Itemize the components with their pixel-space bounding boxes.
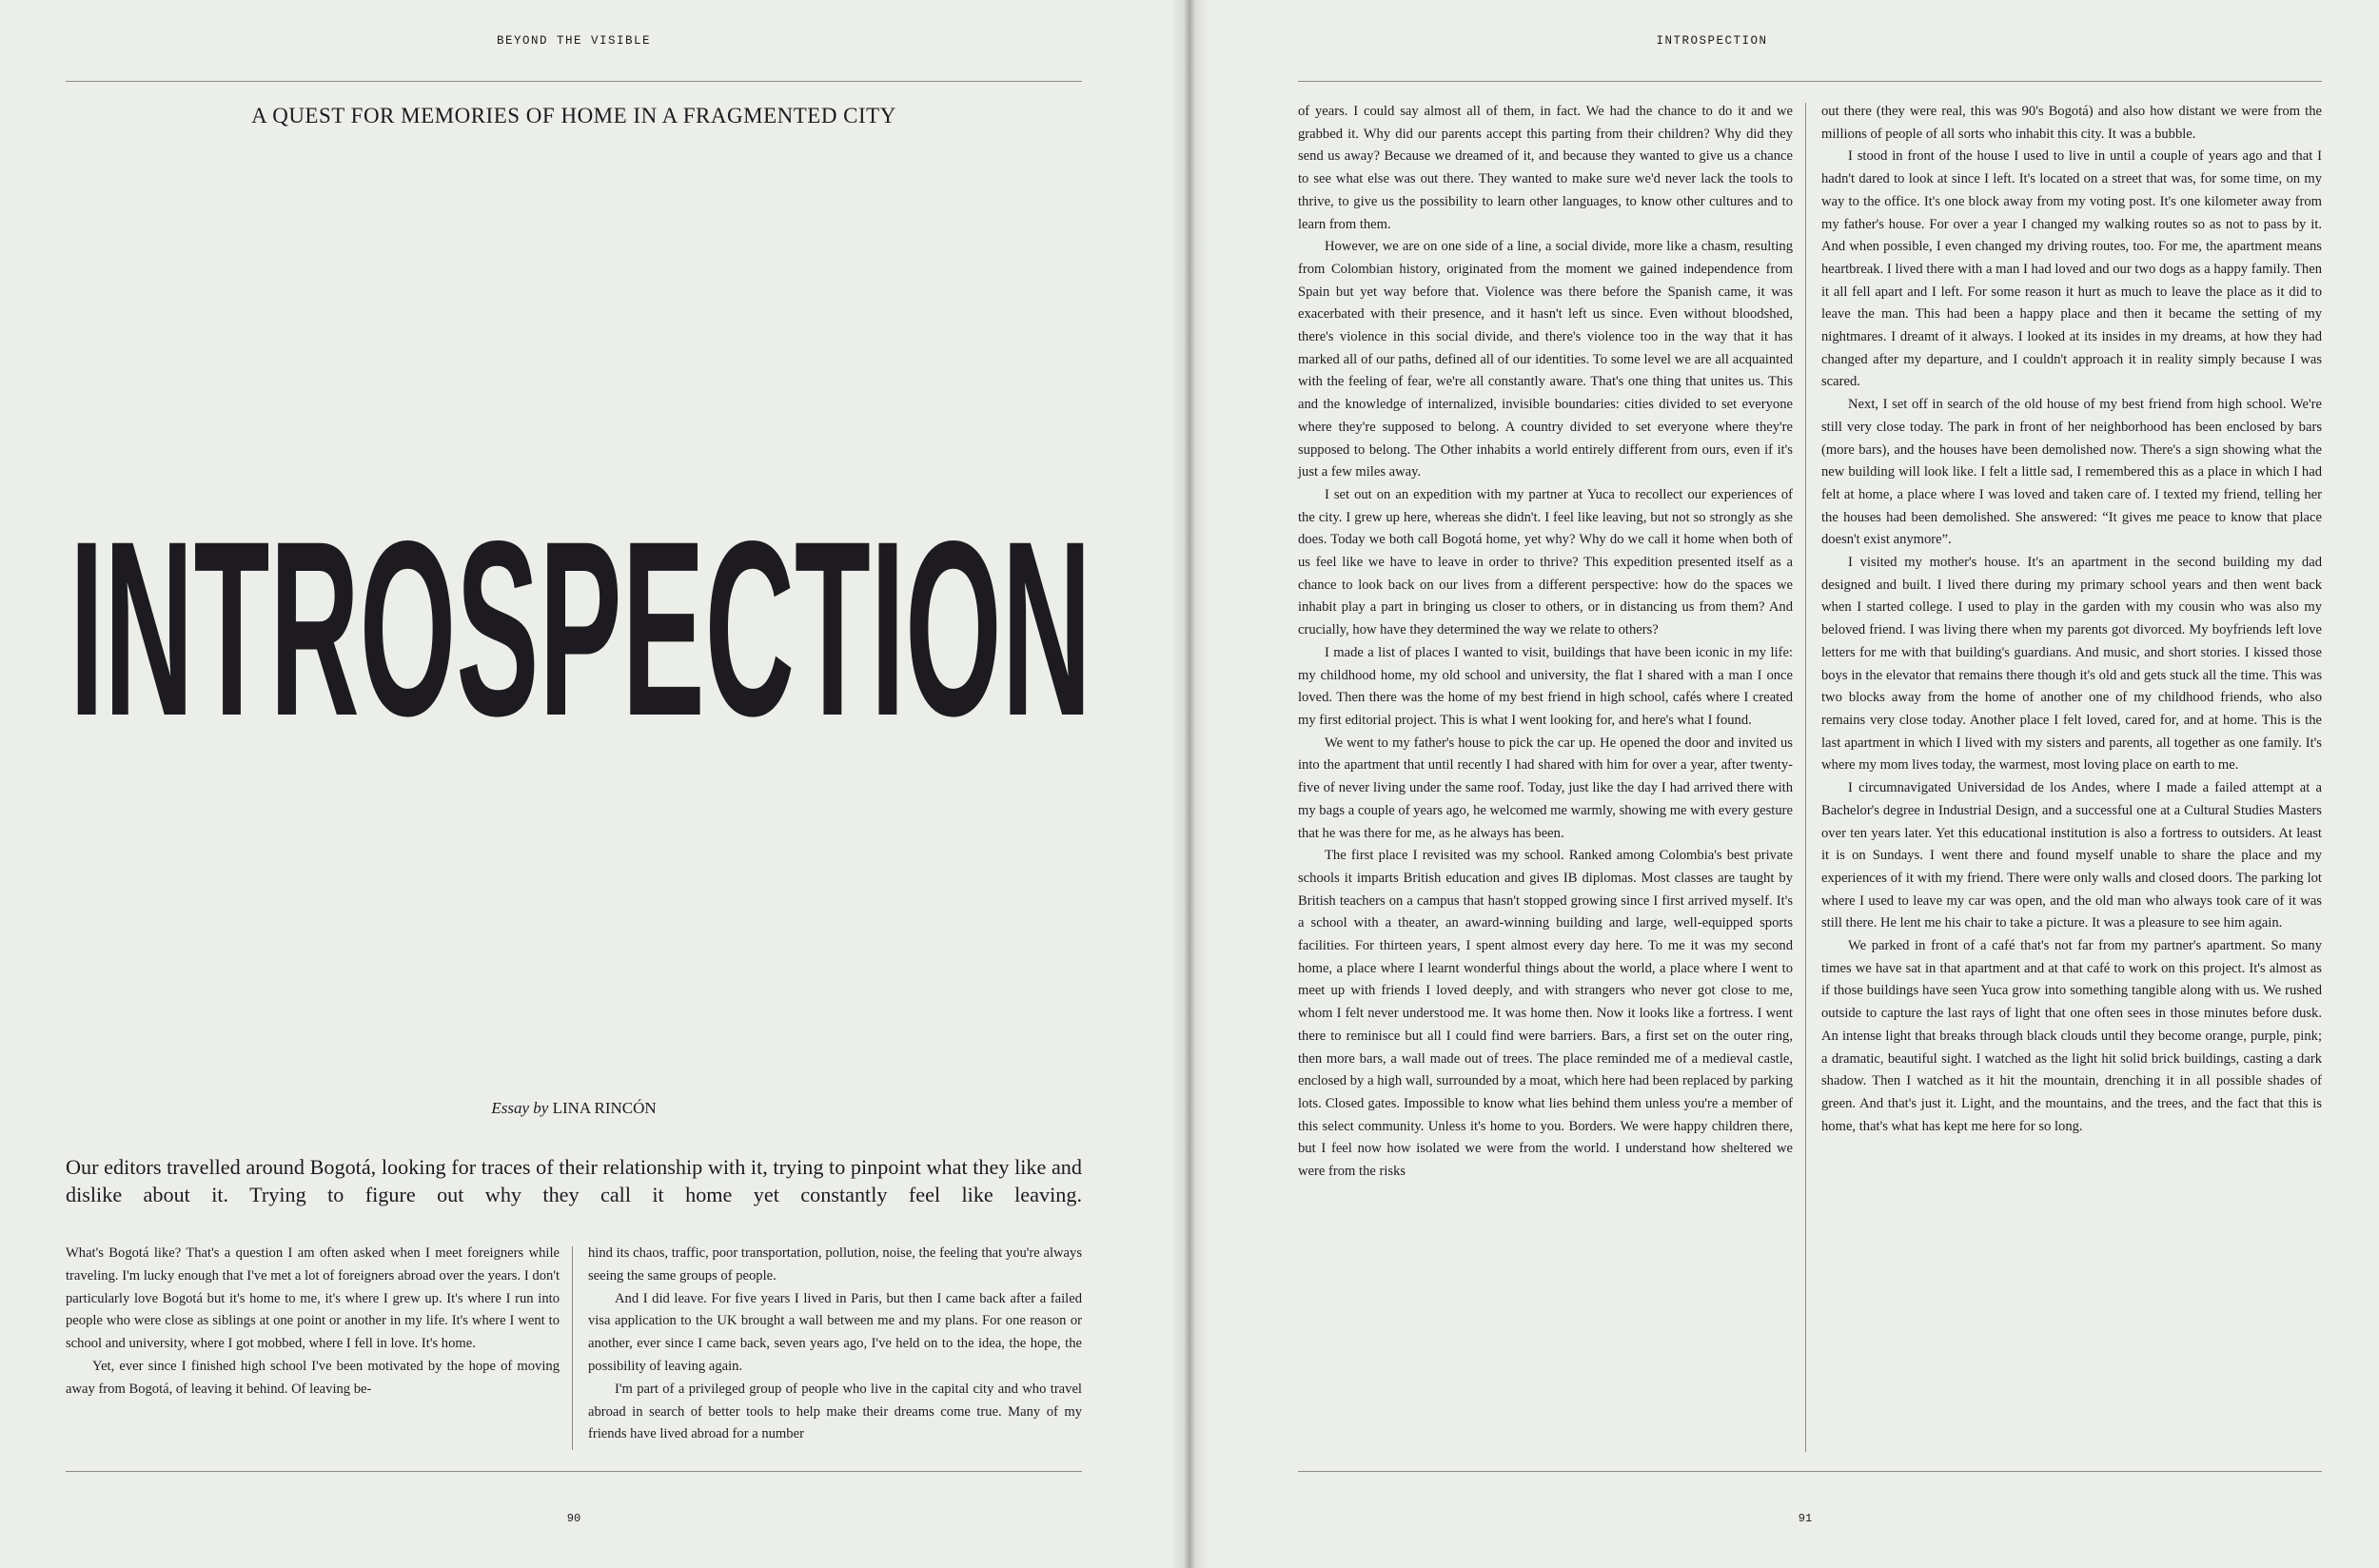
- body-paragraph: We parked in front of a café that's not far from my partner's apartment. So many times we have sat in that apartment and at that café to work on this project. It's almost as if those buildings have seen Yuca grow into something tangible along with us. We rushed outside to capture the last rays of light that one often sees in those minutes before dusk. An intense light that breaks through black clouds until they become orange, purple, pink; a dramatic, beautiful sight. I watched as the light hit solid brick buildings, casting a dark shadow. Then I watched as it hit the mountain, drenching it in all possible shades of green. And that's just it. Light, and the mountains, and the trees, and the fact that this is home, that's what has kept me here for so long.: [1821, 938, 2322, 1134]
- column-divider-left: [572, 1246, 573, 1450]
- bottom-rule-right: [1298, 1471, 2322, 1472]
- running-head-left: BEYOND THE VISIBLE: [496, 34, 652, 48]
- body-paragraph: However, we are on one side of a line, a social divide, more like a chasm, resulting from Colombian history, originated from the moment we gained independence from Spain but yet way before that. Violence was there before the Spanish came, it was exacerbated with their presence, and it hasn't left us since. Even without bloodshed, there's violence in this social divide, and there's violence too in the way that it has marked all of our paths, defined all of our identities. To some level we are all acquainted with the feeling of fear, we're all constantly aware. That's one thing that unites us. This and the knowledge of internalized, invisible boundaries: cities divided to set everyone where they're supposed to belong. A country divided to set everyone where they're supposed to belong. The Other inhabits a world entirely different from ours, even if it's just a few miles away.: [1298, 239, 1793, 480]
- body-paragraph: I circumnavigated Universidad de los Andes, where I made a failed attempt at a Bachelor's degree in Industrial Design, and a successful one at a Cultural Studies Masters over ten years later. Yet this educational institution is also a fortress to outsiders. At least it is on Sundays. I went there and found myself unable to share the place and my experiences of it with my friend. There were only walls and closed doors. The parking lot where I used to leave my car was open, and the old man who always took care of it was still there. He lent me his chair to take a picture. It was a pleasure to see him again.: [1821, 780, 2322, 931]
- body-paragraph: I'm part of a privileged group of people who live in the capital city and who travel abroad in search of better tools to help make their dreams come true. Many of my friends have lived abroad for a number: [588, 1381, 1082, 1442]
- body-paragraph: Next, I set off in search of the old house of my best friend from high school. We're still very close today. The park in front of her neighborhood has been enclosed by bars (more bars), and the houses have been demolished now. There's a sign showing what the new building will look like. I felt a little sad, I remembered this as a place in which I had felt at home, a place where I was loved and taken care of. I texted my friend, telling her the houses had been demolished. She answered: “It gives me peace to know that place doesn't exist anymore”.: [1821, 397, 2322, 548]
- body-paragraph: We went to my father's house to pick the car up. He opened the door and invited us into the apartment that until recently I had shared with him for over a year, after twenty-five of never living under the same roof. Today, just like the day I had arrived there with my bags a couple of years ago, he welcomed me warmly, showing me with every gesture that he was there for me, as he always has been.: [1298, 735, 1793, 841]
- top-rule-right: [1298, 81, 2322, 82]
- left-page-column-2: [588, 1243, 1082, 1446]
- lead-paragraph: [66, 1153, 1082, 1208]
- body-paragraph: The first place I revisited was my school. Ranked among Colombia's best private schools it imparts British education and gives IB diplomas. Most classes are taught by British teachers on a campus that hasn't stopped growing since I first arrived myself. It's a school with a theater, an award-winning building and large, well-equipped sports facilities. For thirteen years, I spent almost every day here. To me it was my second home, a place where I learnt wonderful things about the world, a place where I went to meet up with friends I loved deeply, and with strangers who never got close to me, whom I felt never understood me. It was home then. Now it looks like a fortress. I went there to reminisce but all I could find were barriers. Bars, a first set on the outer ring, then more bars, a wall made out of trees. The place reminded me of a medieval castle, enclosed by a high wall, surrounded by a moat, which here had been replaced by parking lots. Closed gates. Impossible to know what lies behind them unless you're a member of this select community. Unless it's home to you. Borders. We were happy children there, but I feel now how isolated we were from the world. I understand how sheltered we were from the risks: [1298, 848, 1793, 1180]
- body-paragraph: I visited my mother's house. It's an apartment in the second building my dad designed and built. I lived there during my primary school years and then went back when I started college. I used to play in the garden with my cousin who was also my beloved friend. I was living there when my parents got divorced. My boyfriends left love letters for me with that building's guardians. And music, and short stories. I kissed those boys in the elevator that remains there though it's old and gets stuck all the time. This was two blocks away from the home of another one of my childhood friends, who also remains very close today. Another place I felt loved, cared for, and at home. This is the last apartment in which I lived with my sisters and parents, all together as one family. It's where my mom lives today, the warmest, most loving place on earth to me.: [1821, 555, 2322, 774]
- left-page-column-1: [66, 1243, 560, 1401]
- body-paragraph: I stood in front of the house I used to live in until a couple of years ago and that I hadn't dared to look at since I left. It's located on a street that was, for some time, on my way to the office. It's one block away from my voting post. It's one kilometer away from my father's house. For over a year I changed my walking routes so as not to pass by it. And when possible, I even changed my driving routes, too. For me, the apartment means heartbreak. I lived there with a man I had loved and our two dogs as a happy family. Then it all fell apart and I left. For some reason it hurt as much to leave the place as it did to leave the man. This had been a happy place and then it became the setting of my nightmares. I dreamt of it always. I looked at its insides in my dreams, at how they had changed after my departure, and I couldn't approach it in reality simply because I was scared.: [1821, 148, 2322, 390]
- byline: [66, 1099, 1082, 1118]
- article-title-text: INTROSPECTION: [69, 488, 1091, 726]
- top-rule-left: [66, 81, 1082, 82]
- body-paragraph: Yet, ever since I finished high school I've been motivated by the hope of moving away from Bogotá, of leaving it behind. Of leaving be-: [66, 1358, 560, 1397]
- lead-text: Our editors travelled around Bogotá, looking for traces of their relationship with it, trying to pinpoint what they like and dislike about it. Trying to figure out why they call it home yet constantly feel like leaving.: [66, 1155, 1082, 1206]
- bottom-rule-left: [66, 1471, 1082, 1472]
- body-paragraph: I set out on an expedition with my partner at Yuca to recollect our experiences of the city. I grew up here, whereas she didn't. I feel like leaving, but not so strongly as she does. Today we both call Bogotá home, yet why? Why do we call it home when both of us feel like we have to leave in order to thrive? This expedition presented itself as a chance to look back on our lives from a different perspective: how do the spaces we inhabit play a part in bringing us closer to others, or in distancing us from them? And crucially, how have they determined the way we relate to others?: [1298, 486, 1793, 638]
- right-page-column-1: [1298, 101, 1793, 1184]
- body-paragraph: And I did leave. For five years I lived in Paris, but then I came back after a failed visa application to the UK brought a wall between me and my plans. For one reason or another, ever since I came back, seven years ago, I've held on to the idea, the hope, the possibility of leaving again.: [588, 1290, 1082, 1374]
- running-head-right: INTROSPECTION: [1656, 34, 1768, 48]
- page-number-right: 91: [1798, 1512, 1813, 1525]
- body-paragraph: of years. I could say almost all of them, in fact. We had the chance to do it and we grabbed it. Why did our parents accept this parting from their children? Why did they send us away? Because we dreamed of it, and because they wanted to give us a chance to see what else was out there. They wanted to make sure we'd never lack the tools to thrive, to give us the possibility to learn other languages, to know other cultures and to learn from them.: [1298, 104, 1793, 232]
- article-title: [57, 460, 1104, 726]
- title-svg: [57, 460, 1104, 726]
- page-number-left: 90: [566, 1512, 581, 1525]
- right-page-column-2: [1821, 101, 2322, 1138]
- book-gutter: [1170, 0, 1209, 1568]
- right-page: [1193, 0, 2379, 1568]
- body-paragraph: hind its chaos, traffic, poor transportation, pollution, noise, the feeling that you're always seeing the same groups of people.: [588, 1245, 1082, 1284]
- body-paragraph: I made a list of places I wanted to visit, buildings that have been iconic in my life: my childhood home, my old school and university, the flat I shared with a man I once loved. Then there was the home of my best friend in high school, cafés where I created my first editorial project. This is what I went looking for, and here's what I found.: [1298, 644, 1793, 728]
- body-paragraph: What's Bogotá like? That's a question I am often asked when I meet foreigners while traveling. I'm lucky enough that I've met a lot of foreigners abroad over the years. I don't particularly love Bogotá but it's home to me, it's where I grew up. It's where I run into people who were close as siblings at one point or another in my life. It's where I went to school and university, where I got mobbed, where I fell in love. It's home.: [66, 1245, 560, 1352]
- left-page: [0, 0, 1186, 1568]
- byline-author: LINA RINCÓN: [552, 1099, 657, 1117]
- body-paragraph: out there (they were real, this was 90's Bogotá) and also how distant we were from the millions of people of all sorts who inhabit this city. It was a bubble.: [1821, 104, 2322, 142]
- byline-prefix: Essay by: [491, 1099, 549, 1117]
- article-subtitle: A QUEST FOR MEMORIES OF HOME IN A FRAGMENTED CITY: [251, 104, 896, 127]
- column-divider-right: [1805, 103, 1806, 1452]
